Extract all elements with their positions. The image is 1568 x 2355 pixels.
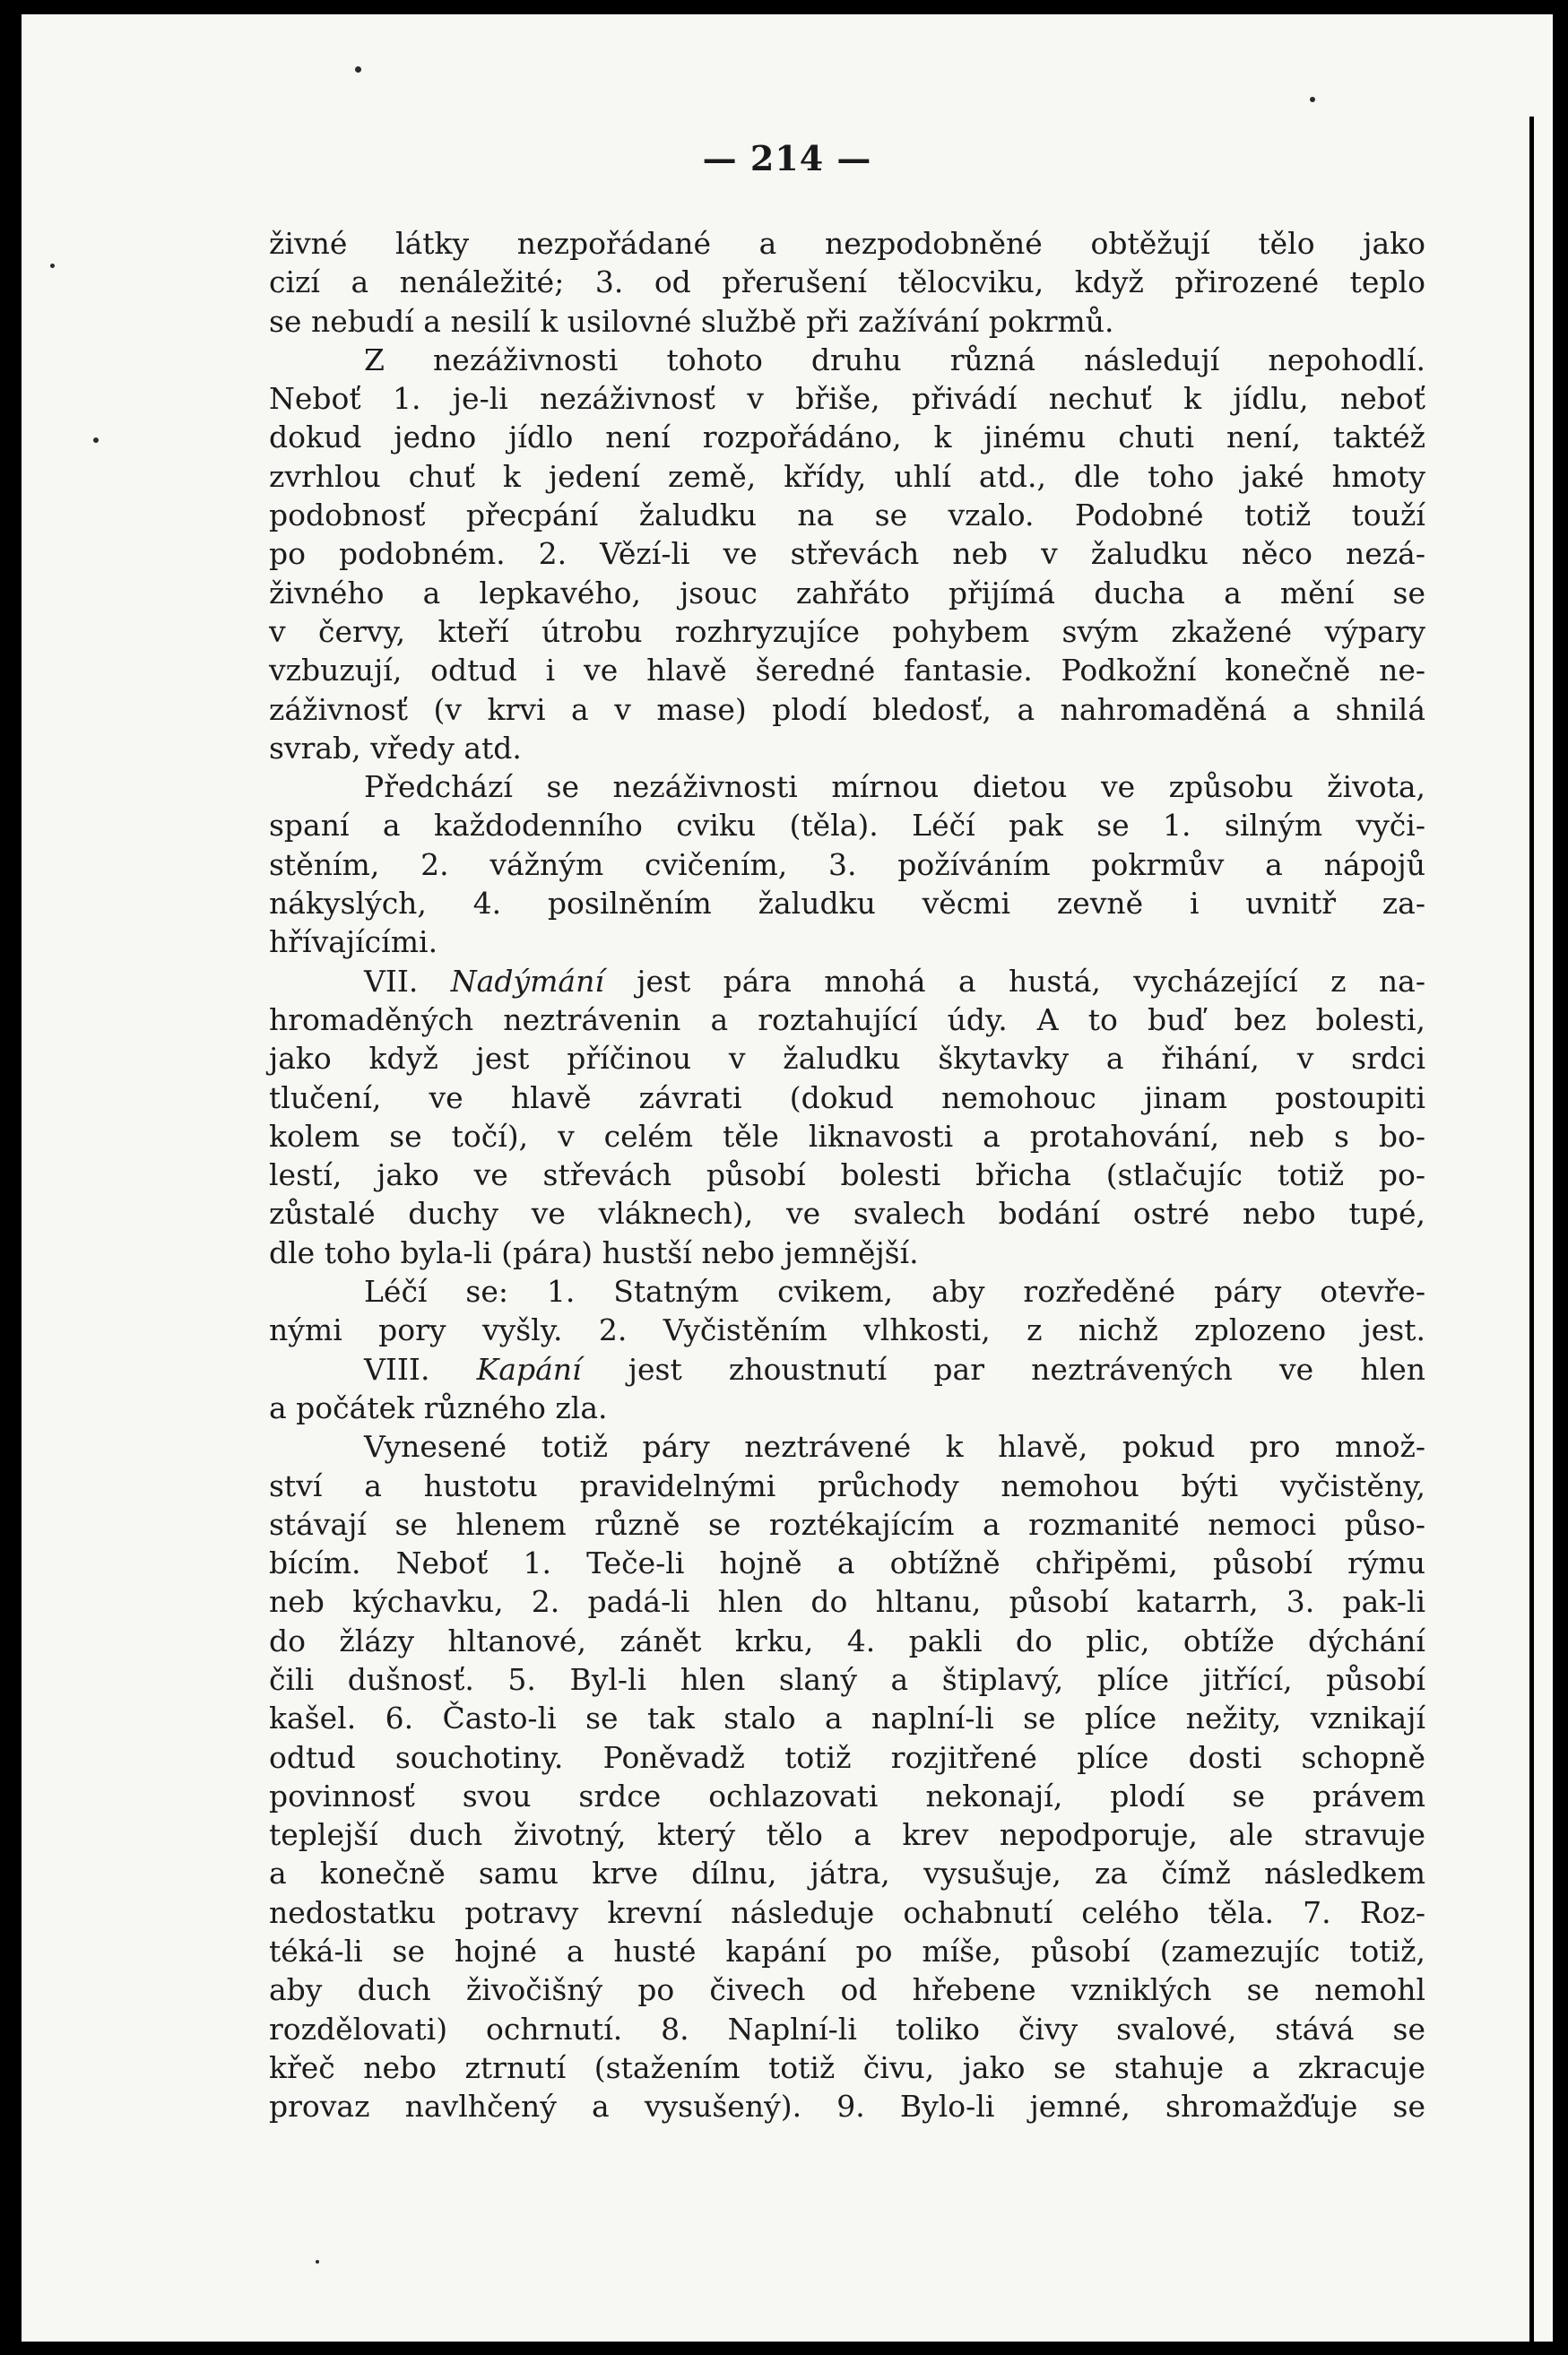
text-line: bícím. Neboť 1. Teče-li hojně a obtížně chřipěmi, působí rýmu: [269, 1545, 1425, 1581]
text-line: čili dušnosť. 5. Byl-li hlen slaný a štiplavý, plíce jitřící, působí: [269, 1661, 1425, 1697]
text-line: kašel. 6. Často-li se tak stalo a naplní-li se plíce nežity, vznikají: [269, 1701, 1425, 1736]
text-line: ství a hustotu pravidelnými průchody nemohou býti vyčistěny,: [269, 1468, 1425, 1503]
text-line: teplejší duch životný, který tělo a krev nepodporuje, ale stravuje: [269, 1817, 1425, 1853]
text-line: Předchází se nezáživnosti mírnou dietou ve způsobu života,: [364, 769, 1425, 805]
section-number: VIII.: [364, 1351, 430, 1387]
text-line: v červy, kteří útrobu rozhryzujíce pohybem svým zkažené výpary: [269, 613, 1425, 649]
text-line: záživnosť (v krvi a v mase) plodí bledosť, a nahromaděná a shnilá: [269, 691, 1425, 727]
text-line: se nebudí a nesilí k usilovné službě při zažívání pokrmů.: [269, 303, 1114, 339]
text-line: provaz navlhčený a vysušený). 9. Bylo-li jemné, shromažďuje se: [269, 2089, 1425, 2125]
text-line: dle toho byla-li (pára) hustší nebo jemnější.: [269, 1234, 919, 1270]
ink-speck: [355, 66, 361, 73]
text-line: téká-li se hojné a husté kapání po míše, působí (zamezujíc totiž,: [269, 1934, 1425, 1970]
text-line: svrab, vředy atd.: [269, 730, 522, 766]
text-line: živné látky nezpořádané a nezpodobněné obtěžují tělo jako: [269, 226, 1425, 261]
text-line: nedostatku potravy krevní následuje ochabnutí celého těla. 7. Roz-: [269, 1894, 1425, 1930]
section-heading: Kapání: [476, 1351, 582, 1387]
text-line: aby duch živočišný po čivech od hřebene vzniklých se nemohl: [269, 1972, 1425, 2008]
text-line-section-viii: [269, 1350, 1425, 1389]
text-line: Neboť 1. je-li nezáživnosť v břiše, přivádí nechuť k jídlu, neboť: [269, 381, 1425, 417]
scanned-page: [22, 14, 1553, 2342]
section-text: jest pára mnohá a hustá, vycházející z na-: [637, 963, 1425, 999]
text-line-section-vii: [269, 962, 1425, 1000]
text-line: zůstalé duchy ve vláknech), ve svalech bodání ostré nebo tupé,: [269, 1196, 1425, 1232]
text-line: odtud souchotiny. Poněvadž totiž rozjitřené plíce dosti schopně: [269, 1739, 1425, 1775]
text-line: dokud jedno jídlo není rozpořádáno, k jinému chuti není, taktéž: [269, 420, 1425, 455]
text-line: podobnosť přecpání žaludku na se vzalo. Podobné totiž touží: [269, 498, 1425, 533]
text-line: lestí, jako ve střevách působí bolesti břicha (stlačujíc totiž po-: [269, 1157, 1425, 1193]
text-line: nými pory vyšly. 2. Vyčistěním vlhkosti, z nichž zplozeno jest.: [269, 1312, 1425, 1348]
ink-speck: [93, 437, 99, 443]
section-text: jest zhoustnutí par neztrávených ve hlen: [628, 1351, 1425, 1387]
text-line: a konečně samu krve dílnu, játra, vysušuje, za čímž následkem: [269, 1856, 1425, 1892]
text-line: Vynesené totiž páry neztrávené k hlavě, pokud pro množ-: [364, 1429, 1425, 1465]
text-line: spaní a každodenního cviku (těla). Léčí pak se 1. silným vyči-: [269, 808, 1425, 844]
text-line: Z nezáživnosti tohoto druhu různá následují nepohodlí.: [364, 342, 1425, 377]
binding-edge: [1529, 117, 1534, 2355]
text-line: vzbuzují, odtud i ve hlavě šeredné fantasie. Podkožní konečně ne-: [269, 653, 1425, 688]
text-line: stěním, 2. vážným cvičením, 3. požíváním pokrmův a nápojů: [269, 846, 1425, 882]
text-line: křeč nebo ztrnutí (stažením totiž čivu, jako se stahuje a zkracuje: [269, 2049, 1425, 2085]
text-line: po podobném. 2. Vězí-li ve střevách neb v žaludku něco nezá-: [269, 536, 1425, 572]
text-line: tlučení, ve hlavě závrati (dokud nemohouc jinam postoupiti: [269, 1079, 1425, 1115]
text-line: kolem se točí), v celém těle liknavosti a protahování, neb s bo-: [269, 1118, 1425, 1154]
text-line: Léčí se: 1. Statným cvikem, aby rozředěné páry otevře-: [364, 1274, 1425, 1310]
text-line: zvrhlou chuť k jedení země, křídy, uhlí atd., dle toho jaké hmoty: [269, 458, 1425, 494]
text-line: povinnosť svou srdce ochlazovati nekonají, plodí se právem: [269, 1778, 1425, 1814]
text-line: neb kýchavku, 2. padá-li hlen do hltanu, působí katarrh, 3. pak-li: [269, 1584, 1425, 1620]
text-line: živného a lepkavého, jsouc zahřáto přijímá ducha a mění se: [269, 575, 1425, 610]
ink-speck: [1310, 97, 1315, 102]
body-text: [269, 224, 1425, 2126]
text-line: nákyslých, 4. posilněním žaludku věcmi zevně i uvnitř za-: [269, 886, 1425, 922]
text-line: jako když jest příčinou v žaludku škytavky a řihání, v srdci: [269, 1041, 1425, 1077]
ink-speck: [316, 2260, 319, 2264]
ink-speck: [50, 264, 55, 268]
section-number: VII.: [364, 963, 419, 999]
text-line: hřívajícími.: [269, 924, 438, 960]
page-number: — 214 —: [702, 138, 872, 178]
text-line: cizí a nenáležité; 3. od přerušení tělocviku, když přirozené teplo: [269, 264, 1425, 300]
text-line: do žlázy hltanové, zánět krku, 4. pakli do plic, obtíže dýchání: [269, 1623, 1425, 1658]
section-heading: Nadýmání: [450, 963, 604, 999]
text-line: rozdělovati) ochrnutí. 8. Naplní-li toliko čivy svalové, stává se: [269, 2011, 1425, 2047]
text-line: stávají se hlenem různě se roztékajícím a rozmanité nemoci půso-: [269, 1506, 1425, 1542]
text-line: hromaděných neztrávenin a roztahující údy. A to buď bez bolesti,: [269, 1001, 1425, 1037]
text-line: a počátek různého zla.: [269, 1390, 608, 1425]
